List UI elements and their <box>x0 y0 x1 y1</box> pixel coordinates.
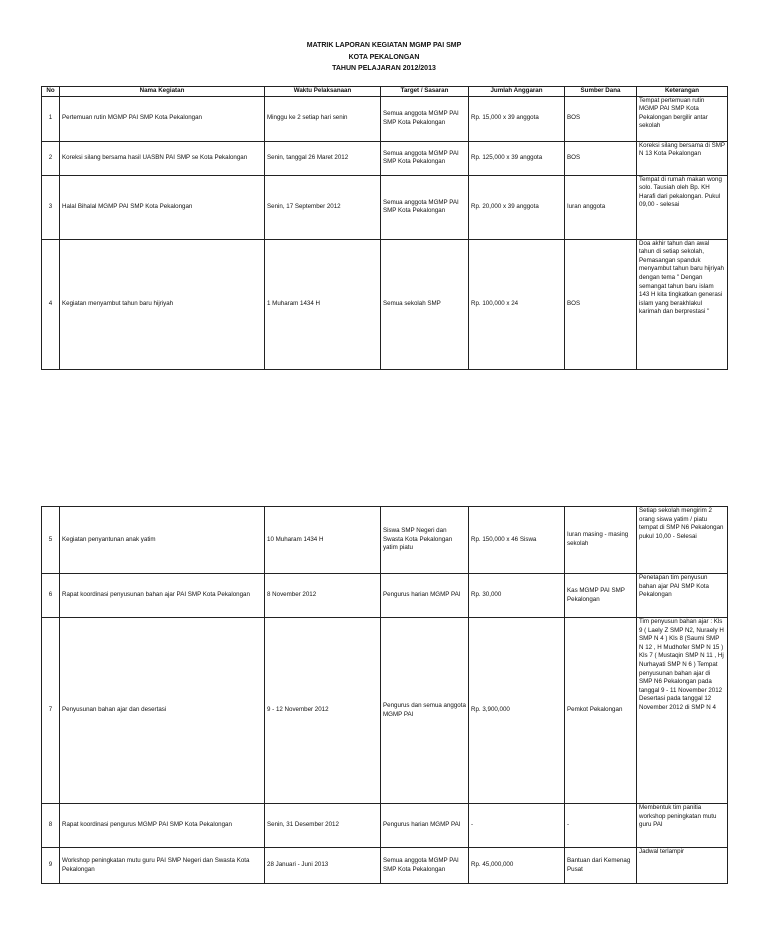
cell-waktu: Senin, tanggal 26 Maret 2012 <box>265 141 381 175</box>
cell-keterangan: Tempat di rumah makan wong solo. Tausiah oleh Bp. KH Harafi dari pekalongan. Pukul 09,00 - selesai <box>637 175 728 239</box>
document-subtitle-city: KOTA PEKALONGAN <box>348 54 420 61</box>
table-row <box>42 848 728 884</box>
cell-target: Semua anggota MGMP PAI SMP Kota Pekalongan <box>381 848 469 884</box>
cell-keterangan: Doa akhir tahun dan awal tahun di setiap sekolah, Pemasangan spanduk menyambut tahun baru hijriyah dengan tema " Dengan semangat tahun baru islam 143 H kita tingkatkan generasi islam yang berakhlakul karimah dan berprestasi " <box>637 239 728 369</box>
cell-keterangan: Membentuk tim panitia workshop peningkatan mutu guru PAI <box>637 804 728 848</box>
cell-target: Pengurus dan semua anggota MGMP PAI <box>381 618 469 804</box>
cell-no: 6 <box>42 574 60 618</box>
table-row <box>42 804 728 848</box>
cell-target: Semua anggota MGMP PAI SMP Kota Pekalongan <box>381 141 469 175</box>
header-sumber-dana: Sumber Dana <box>565 87 637 97</box>
cell-sumber-dana: Iuran masing - masing sekolah <box>565 507 637 574</box>
activity-table-part2 <box>41 506 728 884</box>
cell-anggaran: Rp. 3,900,000 <box>469 618 565 804</box>
cell-sumber-dana: BOS <box>565 96 637 141</box>
cell-target: Semua anggota MGMP PAI SMP Kota Pekalongan <box>381 175 469 239</box>
cell-nama-kegiatan: Rapat koordinasi penyusunan bahan ajar PAI SMP Kota Pekalongan <box>60 574 265 618</box>
cell-no: 4 <box>42 239 60 369</box>
cell-target: Siswa SMP Negeri dan Swasta Kota Pekalongan yatim piatu <box>381 507 469 574</box>
table-row <box>42 574 728 618</box>
cell-keterangan: Tim penyusun bahan ajar : Kls 9 ( Laely Z SMP N2, Nuraely H SMP N 4 ) Kls 8 (Saumi SMP N 12 , H Mudhofer SMP N 15 ) Kls 7 ( Mustaqin SMP N 11 , Hj Nurhayati SMP N 6 ) Tempat penyusunan bahan ajar di SMP N6 Pekalongan pada tanggal 9 - 11 November 2012 Desertasi pada tanggal 12 November 2012 di SMP N 4 <box>637 618 728 804</box>
cell-waktu: Senin, 31 Desember 2012 <box>265 804 381 848</box>
table-row <box>42 96 728 141</box>
cell-sumber-dana: BOS <box>565 141 637 175</box>
cell-nama-kegiatan: Workshop peningkatan mutu guru PAI SMP Negeri dan Swasta Kota Pekalongan <box>60 848 265 884</box>
cell-sumber-dana: Pemkot Pekalongan <box>565 618 637 804</box>
table-row <box>42 239 728 369</box>
cell-waktu: Minggu ke 2 setiap hari senin <box>265 96 381 141</box>
cell-waktu: 8 November 2012 <box>265 574 381 618</box>
cell-waktu: 28 Januari - Juni 2013 <box>265 848 381 884</box>
cell-keterangan: Penetapan tim penyusun bahan ajar PAI SMP Kota Pekalongan <box>637 574 728 618</box>
cell-target: Semua sekolah SMP <box>381 239 469 369</box>
cell-nama-kegiatan: Kegiatan penyantunan anak yatim <box>60 507 265 574</box>
table-row <box>42 175 728 239</box>
cell-nama-kegiatan: Kegiatan menyambut tahun baru hijriyah <box>60 239 265 369</box>
table-row <box>42 618 728 804</box>
cell-anggaran: Rp. 100,000 x 24 <box>469 239 565 369</box>
cell-sumber-dana: Kas MGMP PAI SMP Pekalongan <box>565 574 637 618</box>
cell-target: Semua anggota MGMP PAI SMP Kota Pekalongan <box>381 96 469 141</box>
cell-target: Pengurus harian MGMP PAI <box>381 574 469 618</box>
cell-nama-kegiatan: Pertemuan rutin MGMP PAI SMP Kota Pekalongan <box>60 96 265 141</box>
header-jumlah-anggaran: Jumlah Anggaran <box>469 87 565 97</box>
activity-table-part1 <box>41 86 728 370</box>
cell-anggaran: Rp. 15,000 x 39 anggota <box>469 96 565 141</box>
cell-nama-kegiatan: Penyusunan bahan ajar dan desertasi <box>60 618 265 804</box>
document-title: MATRIK LAPORAN KEGIATAN MGMP PAI SMP <box>306 42 462 49</box>
cell-no: 2 <box>42 141 60 175</box>
cell-no: 8 <box>42 804 60 848</box>
table-row <box>42 507 728 574</box>
cell-keterangan: Tempat pertemuan rutin MGMP PAI SMP Kota Pekalongan bergilir antar sekolah <box>637 96 728 141</box>
cell-waktu: Senin, 17 September 2012 <box>265 175 381 239</box>
cell-no: 9 <box>42 848 60 884</box>
cell-nama-kegiatan: Koreksi silang bersama hasil UASBN PAI SMP se Kota Pekalongan <box>60 141 265 175</box>
cell-no: 1 <box>42 96 60 141</box>
cell-waktu: 1 Muharam 1434 H <box>265 239 381 369</box>
header-nama-kegiatan: Nama Kegiatan <box>60 87 265 97</box>
cell-anggaran: Rp. 30,000 <box>469 574 565 618</box>
cell-sumber-dana: Bantuan dari Kemenag Pusat <box>565 848 637 884</box>
header-waktu-pelaksanaan: Waktu Pelaksanaan <box>265 87 381 97</box>
table-header-row <box>42 87 728 97</box>
cell-keterangan: Koreksi silang bersama di SMP N 13 Kota Pekalongan <box>637 141 728 175</box>
cell-anggaran: Rp. 45,000,000 <box>469 848 565 884</box>
cell-anggaran: Rp. 125,000 x 39 anggota <box>469 141 565 175</box>
cell-target: Pengurus harian MGMP PAI <box>381 804 469 848</box>
cell-sumber-dana: - <box>565 804 637 848</box>
table-row <box>42 141 728 175</box>
cell-waktu: 9 - 12 November 2012 <box>265 618 381 804</box>
cell-waktu: 10 Muharam 1434 H <box>265 507 381 574</box>
cell-no: 3 <box>42 175 60 239</box>
cell-sumber-dana: BOS <box>565 239 637 369</box>
cell-no: 5 <box>42 507 60 574</box>
cell-nama-kegiatan: Halal Bihalal MGMP PAI SMP Kota Pekalongan <box>60 175 265 239</box>
header-keterangan: Keterangan <box>637 87 728 97</box>
cell-nama-kegiatan: Rapat koordinasi pengurus MGMP PAI SMP Kota Pekalongan <box>60 804 265 848</box>
document-subtitle-year: TAHUN PELAJARAN 2012/2013 <box>332 65 436 72</box>
cell-anggaran: - <box>469 804 565 848</box>
cell-sumber-dana: Iuran anggota <box>565 175 637 239</box>
cell-keterangan: Jadwal terlampir <box>637 848 728 884</box>
cell-anggaran: Rp. 20,000 x 39 anggota <box>469 175 565 239</box>
header-no: No <box>42 87 60 97</box>
cell-anggaran: Rp. 150,000 x 46 Siswa <box>469 507 565 574</box>
cell-no: 7 <box>42 618 60 804</box>
cell-keterangan: Setiap sekolah mengirim 2 orang siswa yatim / piatu tempat di SMP N6 Pekalongan pukul 10,00 - Selesai <box>637 507 728 574</box>
header-target-sasaran: Target / Sasaran <box>381 87 469 97</box>
